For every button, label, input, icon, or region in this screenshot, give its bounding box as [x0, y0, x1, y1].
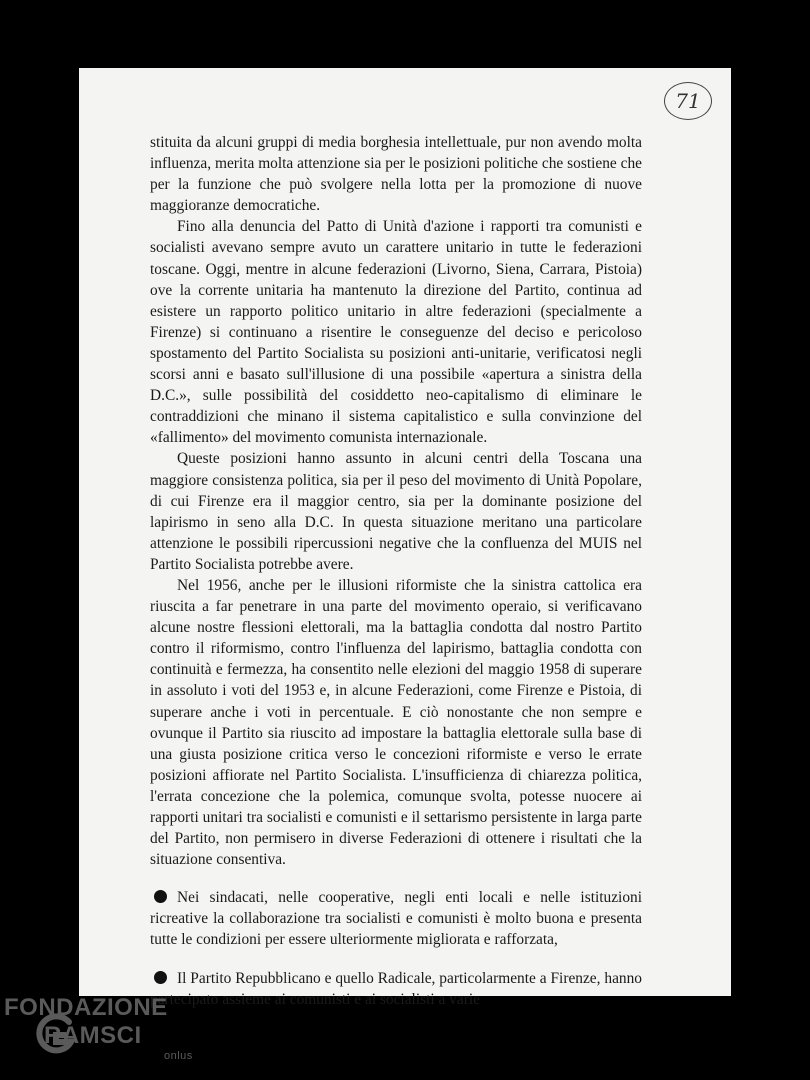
bullet-paragraph-2-text: Il Partito Repubblicano e quello Radicale, particolarmente a Firenze, hanno partecipato assieme ai comunisti e ai socialisti a varie: [150, 969, 642, 1008]
paragraph-2: Fino alla denuncia del Patto di Unità d'azione i rapporti tra comunisti e socialisti avevano sempre avuto un carattere unitario in tutte le federazioni toscane. Oggi, mentre in alcune federazioni (Livorno, Siena, Carrara, Pistoia) ove la corrente unitaria ha mantenuto la direzione del Partito, continua ad esistere un rapporto politico unitario in altre federazioni (specialmente a Firenze) si continuano a risentire le conseguenze del deciso e pericoloso spostamento del Partito Socialista su posizioni anti-unitarie, verificatosi negli scorsi anni e basato sull'illusione di una possibile «apertura a sinistra della D.C.», sulle possibilità del cosiddetto neo-capitalismo di eliminare le contraddizioni che minano il sistema capitalistico e sulla convinzione del «fallimento» del movimento comunista internazionale.: [150, 218, 642, 447]
bullet-dot-icon: [154, 890, 167, 903]
paragraph-4: Nel 1956, anche per le illusioni riformiste che la sinistra cattolica era riuscita a far penetrare in una parte del movimento operaio, si verificavano alcune nostre flessioni elettorali, ma la battaglia condotta dal nostro Partito contro il riformismo, contro l'influenza del lapirismo, battaglia condotta con continuità e fermezza, ha consentito nelle elezioni del maggio 1958 di superare in assoluto i voti del 1953 e, in alcune Federazioni, come Firenze e Pistoia, di superare anche i voti in percentuale. E ciò nonostante che non sempre e ovunque il Partito sia riuscito ad impostare la battaglia elettorale sulla base di una giusta posizione critica verso le concezioni riformiste e verso le errate posizioni affiorate nel Partito Socialista. L'insufficienza di chiarezza politica, l'errata concezione che la polemica, comunque svolta, potesse nuocere ai rapporti unitari tra socialisti e comunisti e il settarismo persistente in larga parte del Partito, non permisero in diverse Federazioni di ottenere i risultati che la situazione consentiva.: [150, 576, 642, 869]
watermark-line-1: FONDAZIONE: [4, 994, 168, 1021]
paragraph-1: stituita da alcuni gruppi di media borghesia intellettuale, pur non avendo molta influenza, merita molta attenzione sia per le posizioni politiche che sostiene che per la funzione che può svolgere nella lotta per la promozione di nuove maggioranze democratiche.: [150, 134, 642, 215]
bullet-paragraph-1-text: Nei sindacati, nelle cooperative, negli enti locali e nelle istituzioni ricreative la collaborazione tra socialisti e comunisti è molto buona e presenta tutte le condizioni per essere ulteriormente migliorata e rafforzata,: [150, 889, 642, 949]
watermark-line-2: RAMSCI: [44, 1022, 142, 1049]
bullet-dot-icon: [154, 971, 167, 984]
bullet-paragraph-1: [150, 887, 642, 950]
bullet-paragraph-2: [150, 968, 642, 1010]
document-body: [150, 132, 642, 1010]
paragraph-3: Queste posizioni hanno assunto in alcuni centri della Toscana una maggiore consistenza politica, sia per il peso del movimento di Unità Popolare, di cui Firenze era il maggior centro, sia per la dominante posizione del lapirismo in seno alla D.C. In questa situazione meritano una particolare attenzione le possibili ripercussioni negative che la confluenza del MUIS nel Partito Socialista potrebbe avere.: [150, 450, 642, 573]
fondazione-gramsci-watermark: [4, 994, 204, 1074]
page-number-circled: 71: [664, 82, 712, 120]
document-page: [79, 68, 731, 1008]
watermark-line-3: onlus: [164, 1050, 193, 1062]
